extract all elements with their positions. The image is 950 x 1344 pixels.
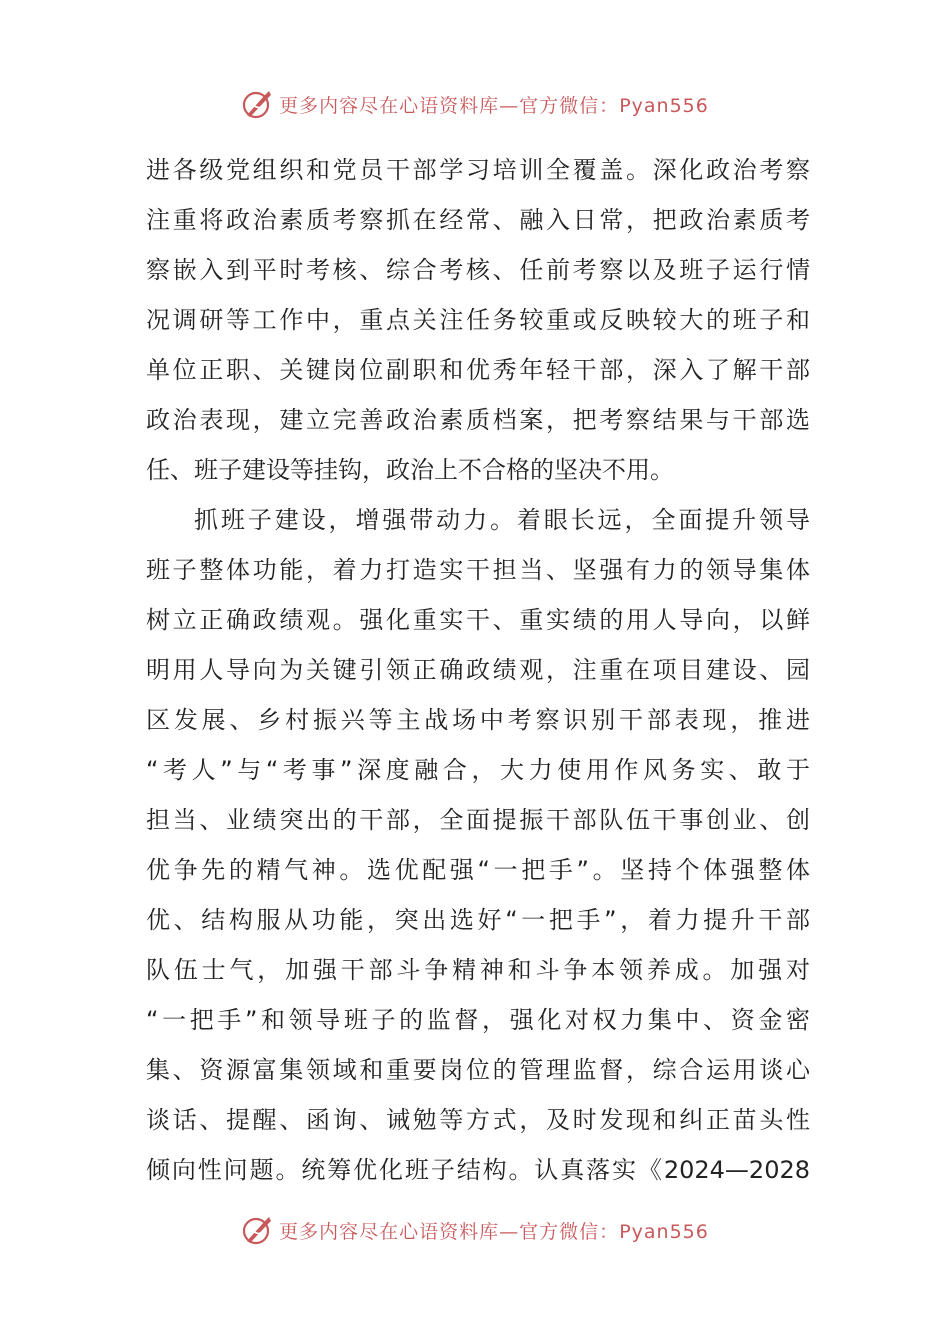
header-official-label: 官方微信： bbox=[519, 94, 620, 117]
text-line: 进各级党组织和党员干部学习培训全覆盖。深化政治考察 bbox=[146, 156, 810, 184]
paragraph-start-line: 抓班子建设，增强带动力。着眼长远，全面提升领导 bbox=[194, 506, 810, 534]
header-dash: — bbox=[499, 94, 520, 117]
header-wechat-id: Pyan556 bbox=[619, 94, 709, 117]
footer-watermark bbox=[0, 1210, 950, 1250]
footer-dash: — bbox=[499, 1220, 520, 1243]
text-line: 注重将政治素质考察抓在经常、融入日常，把政治素质考 bbox=[146, 206, 810, 234]
footer-wechat-id: Pyan556 bbox=[619, 1220, 709, 1243]
text-line: “考人”与“考事”深度融合，大力使用作风务实、敢于 bbox=[146, 756, 810, 784]
pen-nib-circle-icon bbox=[241, 87, 275, 121]
text-line: 察嵌入到平时考核、综合考核、任前考察以及班子运行情 bbox=[146, 256, 810, 284]
header-watermark-text bbox=[279, 91, 709, 118]
text-line: 树立正确政绩观。强化重实干、重实绩的用人导向，以鲜 bbox=[146, 606, 810, 634]
footer-brand: 更多内容尽在心语资料库 bbox=[279, 1220, 500, 1243]
text-line: 优、结构服从功能，突出选好“一把手”，着力提升干部 bbox=[146, 906, 810, 934]
text-line: 集、资源富集领域和重要岗位的管理监督，综合运用谈心 bbox=[146, 1056, 810, 1084]
text-line: 况调研等工作中，重点关注任务较重或反映较大的班子和 bbox=[146, 306, 810, 334]
text-line: 倾向性问题。统筹优化班子结构。认真落实《2024—2028 bbox=[146, 1156, 810, 1184]
footer-watermark-text bbox=[279, 1217, 709, 1244]
text-line: “一把手”和领导班子的监督，强化对权力集中、资金密 bbox=[146, 1006, 810, 1034]
text-line: 政治表现，建立完善政治素质档案，把考察结果与干部选 bbox=[146, 406, 810, 434]
text-line: 单位正职、关键岗位副职和优秀年轻干部，深入了解干部 bbox=[146, 356, 810, 384]
footer-official-label: 官方微信： bbox=[519, 1220, 620, 1243]
text-line: 队伍士气，加强干部斗争精神和斗争本领养成。加强对 bbox=[146, 956, 810, 984]
pen-nib-circle-icon bbox=[241, 1213, 275, 1247]
header-watermark bbox=[0, 84, 950, 124]
text-line: 区发展、乡村振兴等主战场中考察识别干部表现，推进 bbox=[146, 706, 810, 734]
text-line: 任、班子建设等挂钩，政治上不合格的坚决不用。 bbox=[146, 456, 674, 484]
header-brand: 更多内容尽在心语资料库 bbox=[279, 94, 500, 117]
text-line: 谈话、提醒、函询、诫勉等方式，及时发现和纠正苗头性 bbox=[146, 1106, 810, 1134]
text-line: 明用人导向为关键引领正确政绩观，注重在项目建设、园 bbox=[146, 656, 810, 684]
text-line: 担当、业绩突出的干部，全面提振干部队伍干事创业、创 bbox=[146, 806, 810, 834]
text-line: 优争先的精气神。选优配强“一把手”。坚持个体强整体 bbox=[146, 856, 810, 884]
document-body bbox=[146, 145, 810, 1195]
text-line: 班子整体功能，着力打造实干担当、坚强有力的领导集体 bbox=[146, 556, 810, 584]
